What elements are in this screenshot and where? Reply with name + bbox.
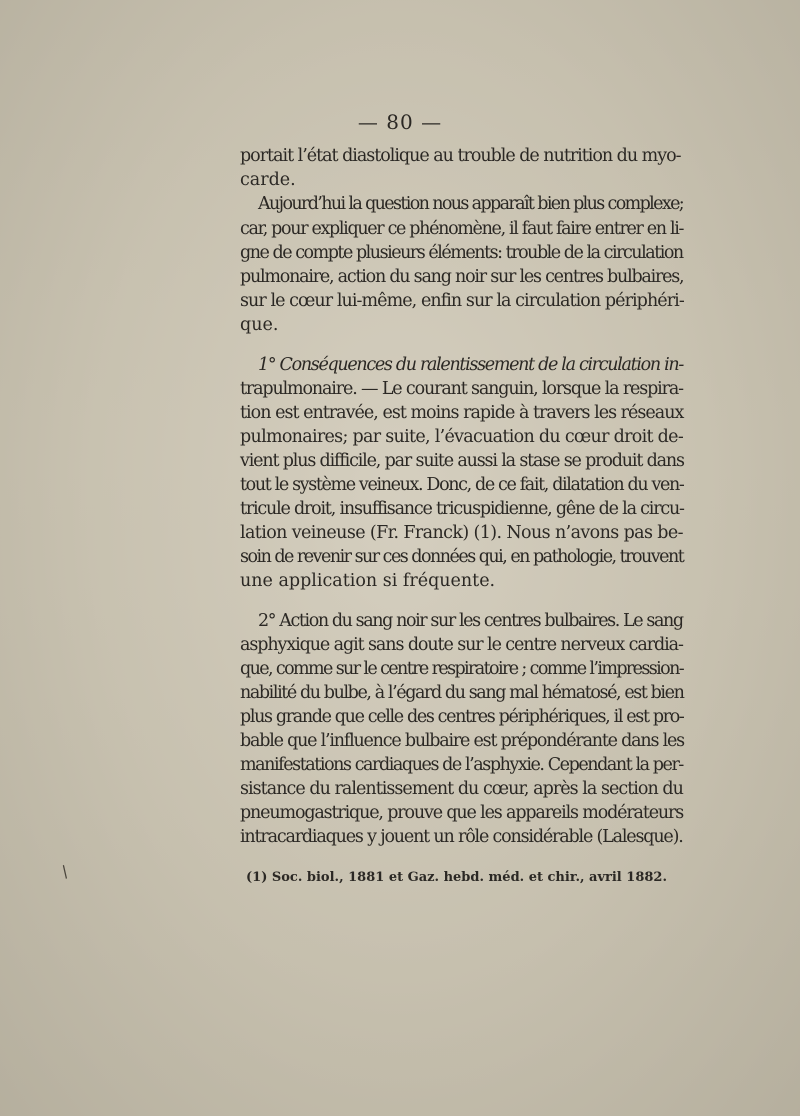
text-line: asphyxique agit sans doute sur le centre nerveux cardia- (240, 635, 683, 655)
text-line: plus grande que celle des centres périphériques, il est pro- (240, 707, 684, 727)
text-line: tricule droit, insuffisance tricuspidienne, gêne de la circu- (240, 499, 684, 519)
text-line: soin de revenir sur ces données qui, en pathologie, trouvent (240, 547, 684, 567)
text-line: gne de compte plusieurs éléments: trouble de la circulation (240, 243, 683, 263)
text-line: que, comme sur le centre respiratoire ; comme l’impression- (240, 659, 684, 679)
text-line: manifestations cardiaques de l’asphyxie. Cependant la per- (240, 755, 683, 775)
text-line: intracardiaques y jouent un rôle considérable (Lalesque). (240, 827, 683, 847)
text-line: que. (240, 315, 279, 335)
text-line: tion est entravée, est moins rapide à travers les réseaux (240, 403, 684, 423)
text-line: Aujourd’hui la question nous apparaît bien plus complexe; (258, 194, 684, 214)
text-line: carde. (240, 170, 296, 190)
text-line: tout le système veineux. Donc, de ce fait, dilatation du ven- (240, 475, 684, 495)
text-line: portait l’état diastolique au trouble de nutrition du myo- (240, 146, 681, 166)
text-line: sistance du ralentissement du cœur, après la section du (240, 779, 683, 799)
text-line: nabilité du bulbe, à l’égard du sang mal hématosé, est bien (240, 683, 684, 703)
text-line: pulmonaires; par suite, l’évacuation du cœur droit de- (240, 427, 684, 447)
section-heading-2: 2° Action du sang noir sur les centres bulbaires. Le sang (258, 611, 683, 631)
text-line: vient plus difficile, par suite aussi la stase se produit dans (240, 451, 684, 471)
text-line: sur le cœur lui-même, enfin sur la circulation périphéri- (240, 291, 684, 311)
section-heading-1: 1° Conséquences du ralentissement de la circulation in- (258, 355, 683, 375)
text-line: une application si fréquente. (240, 571, 496, 591)
text-line: pulmonaire, action du sang noir sur les centres bulbaires, (240, 267, 684, 287)
page-number: — 80 — (357, 110, 443, 134)
text-line: lation veineuse (Fr. Franck) (1). Nous n’avons pas be- (240, 523, 683, 543)
text-line: bable que l’influence bulbaire est prépondérante dans les (240, 731, 684, 751)
text-line: pneumogastrique, prouve que les appareils modérateurs (240, 803, 684, 823)
stray-ink-mark: / (57, 861, 72, 882)
text-line: trapulmonaire. — Le courant sanguin, lorsque la respira- (240, 379, 683, 399)
footnote: (1) Soc. biol., 1881 et Gaz. hebd. méd. et chir., avril 1882. (246, 870, 667, 885)
text-line: car, pour expliquer ce phénomène, il faut faire entrer en li- (240, 219, 684, 239)
